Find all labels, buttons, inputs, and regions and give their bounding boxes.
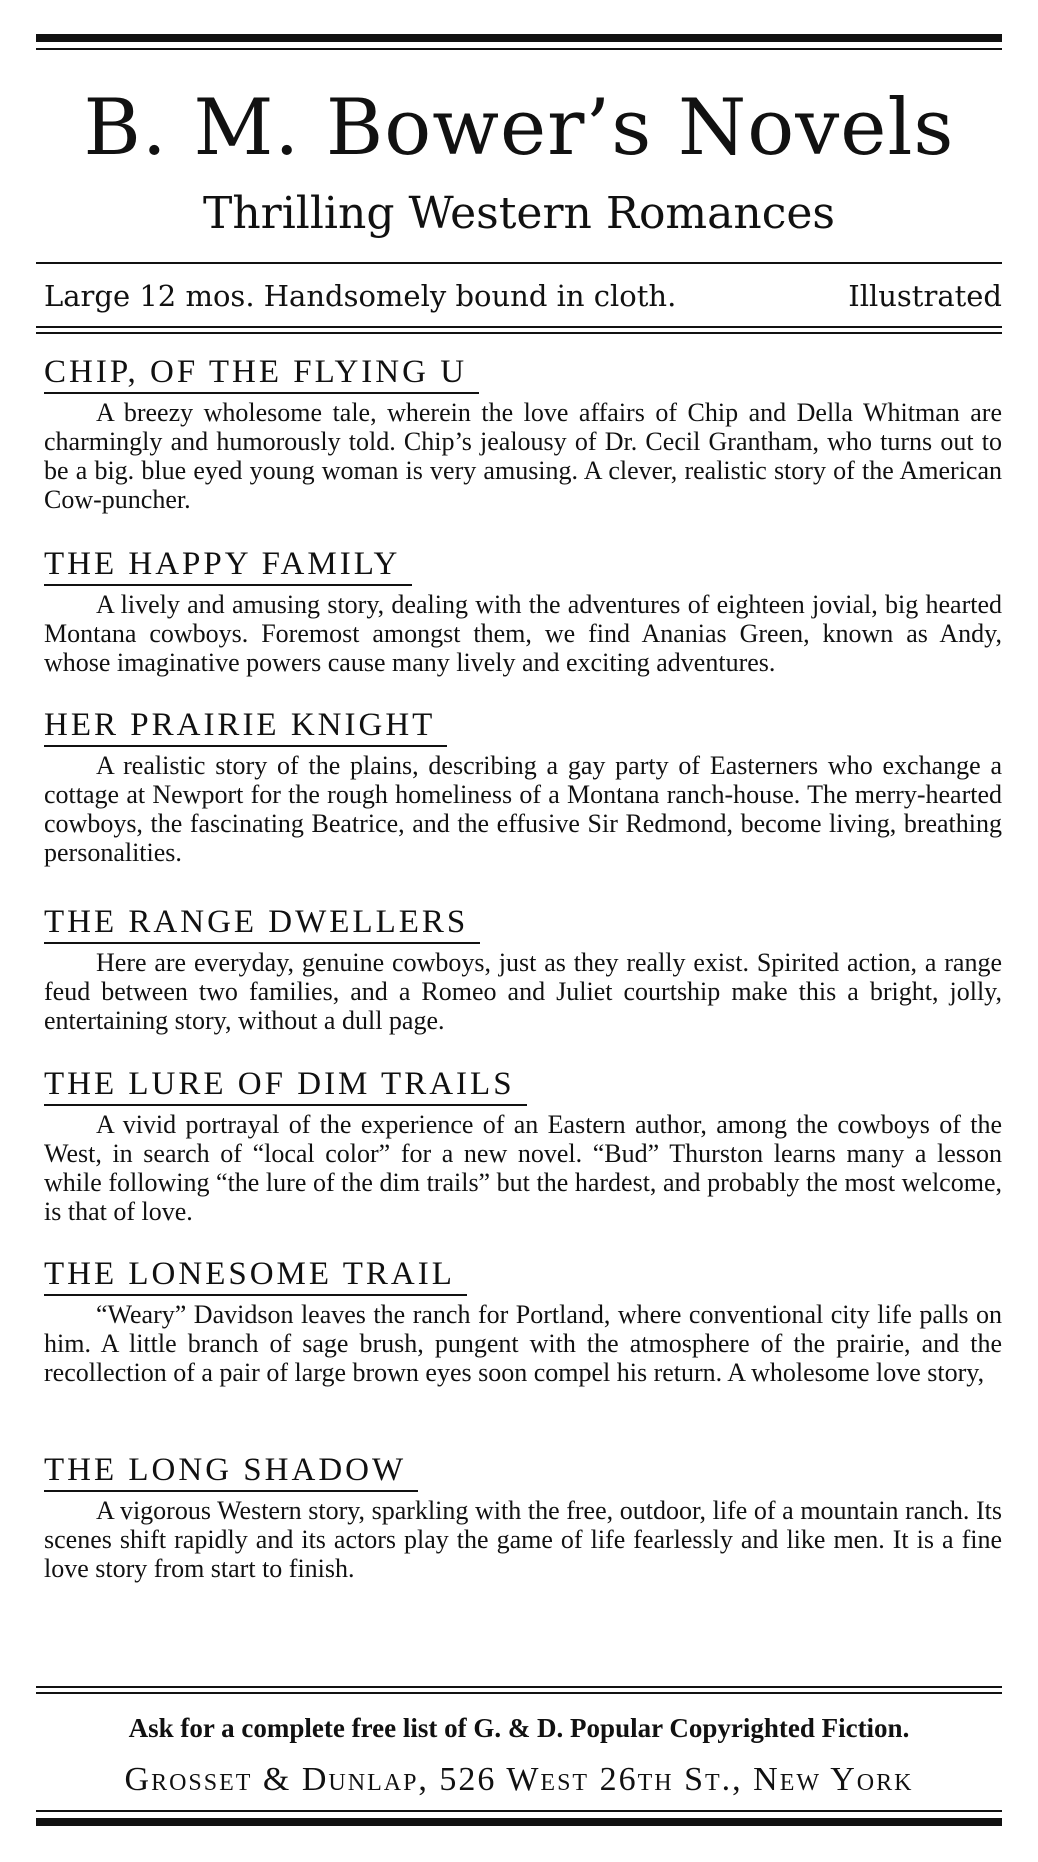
advertisement-page [36, 34, 1002, 1828]
edition-spec-right: Illustrated [848, 279, 1002, 313]
page-title: B. M. Bower’s Novels [83, 83, 955, 173]
footer-rule-upper [36, 1686, 1002, 1688]
book-title: THE HAPPY FAMILY [44, 544, 412, 586]
book-description: A breezy wholesome tale, wherein the love affairs of Chip and Della Whitman are charmingly and humorously told. Chip’s jealousy of Dr. Cecil Grantham, who turns out to be a big. blue eyed young woman is very amusing. A clever, realistic story of the American Cow-puncher. [44, 398, 1002, 514]
top-thick-rule [36, 34, 1002, 42]
subtitle-rule [36, 262, 1002, 264]
book-entry [44, 1064, 1002, 1226]
book-title: THE RANGE DWELLERS [44, 902, 480, 944]
book-entry [44, 1450, 1002, 1583]
book-title: HER PRAIRIE KNIGHT [44, 705, 447, 747]
publisher-address: Grosset & Dunlap, 526 West 26th St., New York [124, 1761, 914, 1798]
spec-rule-upper [36, 326, 1002, 328]
page-subtitle: Thrilling Western Romances [202, 188, 835, 239]
book-title: THE LONG SHADOW [44, 1450, 418, 1492]
book-description: Here are everyday, genuine cowboys, just as they really exist. Spirited action, a range feud between two families, and a Romeo and Juliet courtship make this a bright, jolly, entertaining story, without a dull page. [44, 948, 1002, 1035]
book-description: A vivid portrayal of the experience of an Eastern author, among the cowboys of the West, in search of “local color” for a new novel. “Bud” Thurston learns many a lesson while following “the lure of the dim trails” but the hardest, and probably the most welcome, is that of love. [44, 1110, 1002, 1226]
book-entry [44, 352, 1002, 514]
footer-rule-lower [36, 1692, 1002, 1694]
book-description: A lively and amusing story, dealing with the adventures of eighteen jovial, big hearted Montana cowboys. Foremost amongst them, we find Ananias Green, known as Andy, whose imaginative powers cause many lively and exciting adventures. [44, 590, 1002, 677]
edition-spec-left: Large 12 mos. Handsomely bound in cloth. [44, 279, 677, 313]
free-list-notice: Ask for a complete free list of G. & D. Popular Copyrighted Fiction. [128, 1713, 910, 1743]
bottom-thin-rule [36, 1810, 1002, 1812]
book-entry [44, 902, 1002, 1035]
book-title: CHIP, OF THE FLYING U [44, 352, 479, 394]
book-title: THE LURE OF DIM TRAILS [44, 1064, 527, 1106]
spec-rule-lower [36, 332, 1002, 334]
edition-spec [44, 276, 1002, 316]
book-description: A realistic story of the plains, describing a gay party of Easterners who exchange a cottage at Newport for the rough homeliness of a Montana ranch-house. The merry-hearted cowboys, the fascinating Beatrice, and the effusive Sir Redmond, become living, breathing personalities. [44, 751, 1002, 867]
book-title: THE LONESOME TRAIL [44, 1254, 467, 1296]
book-description: A vigorous Western story, sparkling with the free, outdoor, life of a mountain ranch. Its scenes shift rapidly and its actors play the game of life fearlessly and like men. It is a fine love story from start to finish. [44, 1496, 1002, 1583]
book-entry [44, 544, 1002, 677]
book-entry [44, 1254, 1002, 1387]
book-entry [44, 705, 1002, 867]
book-description: “Weary” Davidson leaves the ranch for Portland, where conventional city life palls on him. A little branch of sage brush, pungent with the atmosphere of the prairie, and the recollection of a pair of large brown eyes soon compel his return. A wholesome love story, [44, 1300, 1002, 1387]
bottom-thick-rule [36, 1818, 1002, 1826]
top-thin-rule [36, 48, 1002, 50]
